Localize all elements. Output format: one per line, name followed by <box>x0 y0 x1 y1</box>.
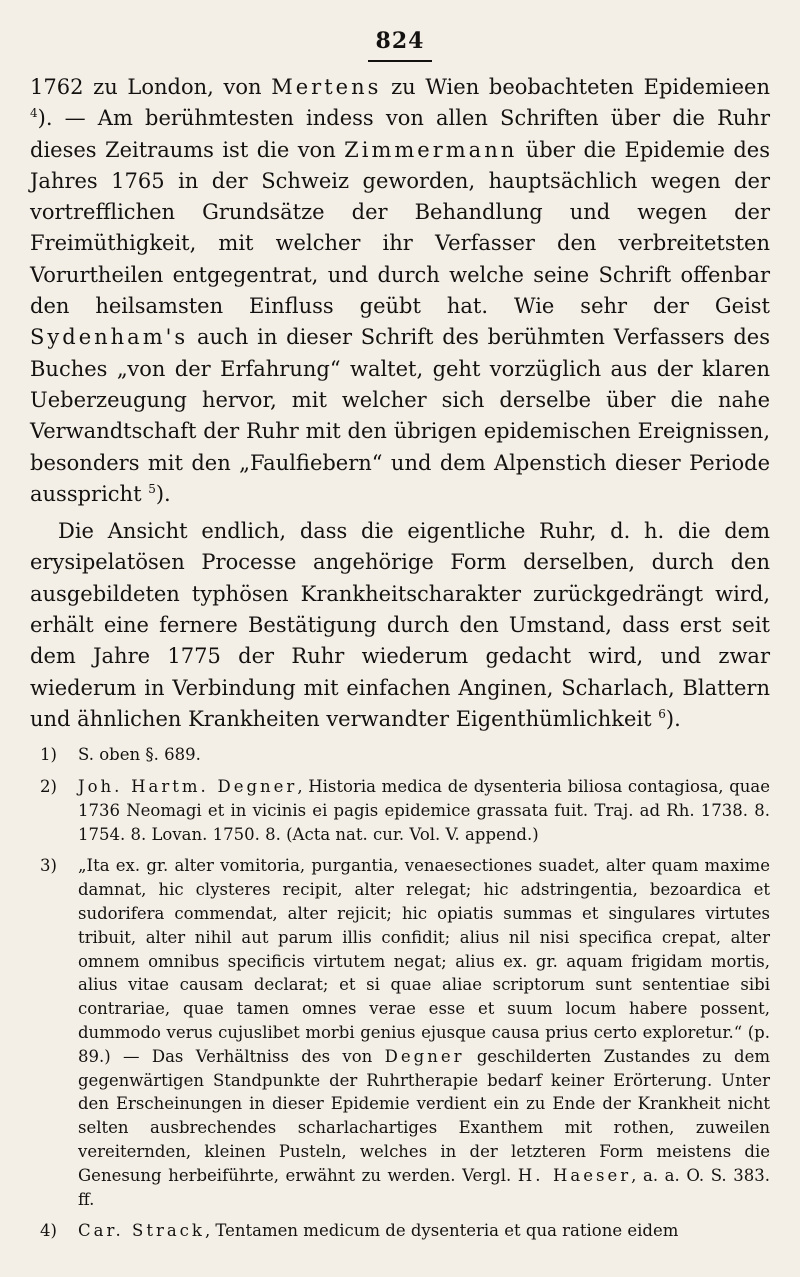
text-run: ). <box>155 481 171 506</box>
text-run: , Tentamen medicum de dysenteria et qua ratione eidem <box>204 1221 679 1241</box>
text-run: , Historia medica de dysenteria biliosa contagiosa, quae 1736 Neomagi et in vicinis ei pagis epidemice grassata fuit. Traj. ad Rh. 1738. 8. 1754. 8. Lovan. 1750. 8. (Acta nat. cur. Vol. V. append.) <box>78 777 771 844</box>
footnote-number: 2) <box>40 777 57 797</box>
footnote-text <box>78 854 770 1211</box>
text-run: , a. a. O. S. 383. ff. <box>78 1165 770 1209</box>
text-run: Die Ansicht endlich, dass die eigentliche Ruhr, d. h. die dem erysipelatösen Processe angehörige Form derselben, durch den ausgebildeten typhösen Krankheitscharakter zurückgedrängt wird, erhält eine fernere Bestätigung durch den Umstand, dass erst seit dem Jahre 1775 der Ruhr wiederum gedacht wird, und zwar wiederum in Verbindung mit einfachen Anginen, Scharlach, Blattern und ähnlichen Krankheiten verwandter Eigenthümlichkeit <box>30 519 770 731</box>
footnote-number: 1) <box>40 745 57 765</box>
footnote-text <box>78 775 770 846</box>
footnote-text <box>78 1219 770 1243</box>
text-run: ). — Am berühmtesten indess von allen Schriften über die Ruhr dieses Zeitraums ist die von <box>30 106 770 162</box>
footnote-reference: 6 <box>658 706 666 721</box>
footnote-text <box>78 743 770 767</box>
footnote <box>30 854 770 1211</box>
paragraph <box>30 516 770 735</box>
text-run: ). <box>665 706 681 731</box>
footnote <box>30 743 770 767</box>
text-run: S. oben §. 689. <box>78 745 201 765</box>
spaced-name: H. Haeser <box>517 1165 632 1185</box>
text-run: auch in dieser Schrift des berühmten Verfassers des Buches „von der Erfahrung“ waltet, geht vorzüglich aus der klaren Ueberzeugung hervor, mit welcher sich derselbe über die nahe Verwandtschaft der Ruhr mit den übrigen epidemischen Ereignissen, besonders mit den „Faulfiebern“ und dem Alpenstich dieser Periode ausspricht <box>30 325 770 506</box>
footnotes <box>30 743 770 1243</box>
text-run: 1762 zu London, von <box>30 75 272 99</box>
spaced-name: Mertens <box>271 75 382 99</box>
spaced-name: Zimmermann <box>344 137 518 162</box>
footnote <box>30 1219 770 1243</box>
footnote-reference: 4 <box>30 106 38 121</box>
spaced-name: Car. Strack <box>78 1221 205 1241</box>
footnote-number: 4) <box>40 1221 57 1241</box>
footnote-number: 3) <box>40 856 57 876</box>
page-number-rule <box>368 60 432 62</box>
footnote <box>30 775 770 846</box>
text-run: über die Epidemie des Jahres 1765 in der Schweiz geworden, hauptsächlich wegen der vortrefflichen Grundsätze der Behandlung und wegen der Freimüthigkeit, mit welcher ihr Verfasser den verbreitetsten Vorurtheilen entgegentrat, und durch welche seine Schrift offenbar den heilsamsten Einfluss geübt hat. Wie sehr der Geist <box>30 137 770 319</box>
text-run: „Ita ex. gr. alter vomitoria, purgantia, venaesectiones suadet, alter quam maxime damnat, hic clysteres recipit, alter relegat; hic adstringentia, bezoardica et sudorifera commendat, alter rejicit; hic opiatis summas et singulares virtutes tribuit, alter nihil aut parum illis confidit; alius nil nisi specifica crepat, alter omnem omnibus specificis virtutem negat; alius ex. gr. aquam frigidam mortis, alius vitae causam declarat; et si quae aliae scriptorum sunt sententiae sibi contrariae, quae tamen omnes verae esse et suum locum habere possent, dummodo verus cujuslibet morbi genius ejusque causa prius certo exploretur.“ (p. 89.) — Das Verhältniss des von <box>78 856 770 1066</box>
spaced-name: Joh. Hartm. Degner <box>78 777 298 797</box>
text-run: zu Wien beobachteten Epidemieen <box>381 75 770 99</box>
spaced-name: Sydenham's <box>30 325 189 350</box>
text-run: geschilderten Zustandes zu dem gegenwärtigen Standpunkte der Ruhrtherapie bedarf keiner Erörterung. Unter den Erscheinungen in dieser Epidemie verdient ein zu Ende der Krankheit nicht selten ausbrechendes scharlachartiges Exanthem mit rothen, zuweilen vereiternden, kleinen Pusteln, welches in der letzteren Form meistens die Genesung herbeiführte, erwähnt zu werden. Vergl. <box>78 1046 770 1185</box>
spaced-name: Degner <box>384 1046 465 1066</box>
footnote-reference: 5 <box>148 481 156 496</box>
body-text <box>30 72 770 735</box>
page-number: 824 <box>375 28 425 54</box>
paragraph <box>30 72 770 510</box>
book-page <box>30 28 770 1251</box>
